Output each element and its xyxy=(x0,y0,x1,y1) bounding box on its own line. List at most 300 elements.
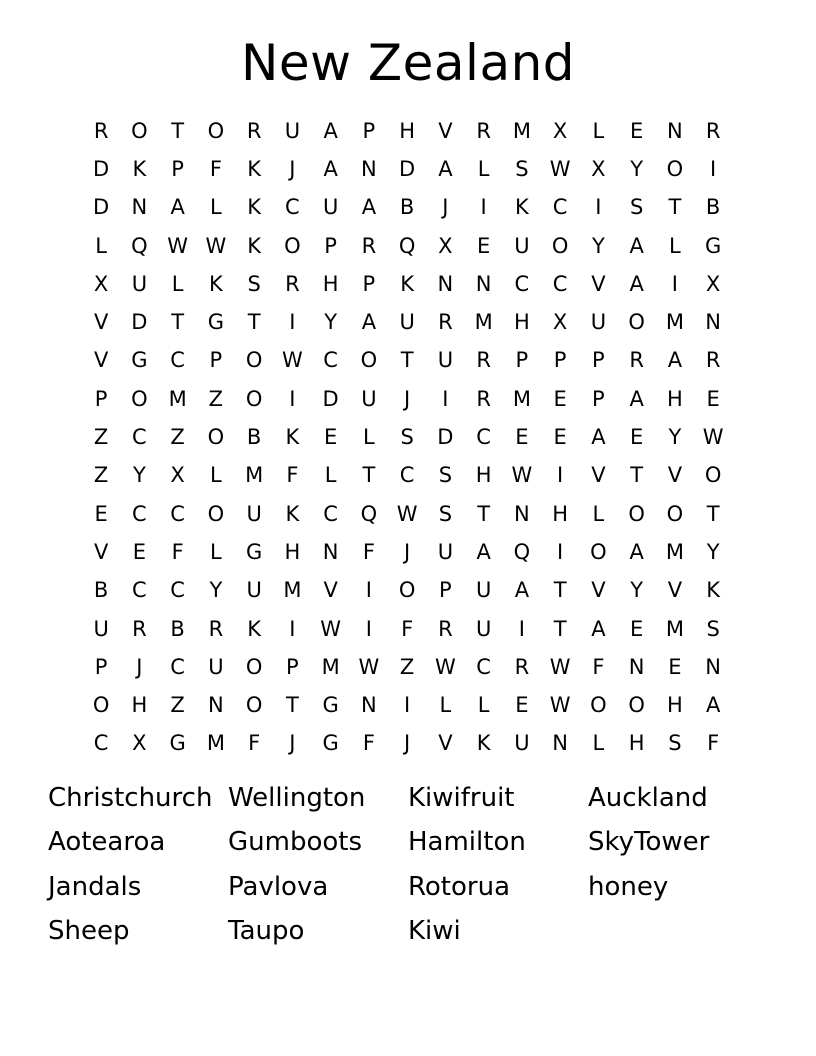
grid-letter: M xyxy=(474,310,493,335)
grid-letter: O xyxy=(704,463,722,488)
word-list-item: honey xyxy=(588,871,669,902)
grid-letter: A xyxy=(438,156,453,181)
grid-letter: U xyxy=(361,386,377,411)
grid-letter: O xyxy=(245,386,263,411)
grid-letter: N xyxy=(514,501,530,526)
grid-letter: H xyxy=(666,693,683,718)
grid-letter: T xyxy=(247,310,261,335)
word-list xyxy=(48,778,768,955)
grid-letter: N xyxy=(361,693,377,718)
grid-letter: Y xyxy=(591,233,605,258)
grid-letter: U xyxy=(131,271,148,296)
grid-letter: Z xyxy=(170,693,185,718)
word-list-item: Kiwi xyxy=(408,915,461,946)
grid-letter: I xyxy=(557,463,564,488)
grid-letter: K xyxy=(247,233,262,258)
grid-letter: L xyxy=(95,233,107,258)
grid-letter: E xyxy=(515,693,529,718)
grid-letter: L xyxy=(210,539,222,564)
grid-letter: E xyxy=(94,501,108,526)
grid-letter: N xyxy=(208,693,224,718)
grid-letter: R xyxy=(246,118,262,143)
grid-letter: L xyxy=(210,195,222,220)
grid-letter: F xyxy=(592,654,605,679)
grid-letter: Z xyxy=(208,386,224,411)
grid-letter: F xyxy=(362,539,375,564)
grid-letter: R xyxy=(476,118,491,143)
grid-letter: D xyxy=(322,386,339,411)
grid-letter: B xyxy=(705,195,721,220)
grid-letter: K xyxy=(208,271,223,296)
word-list-item: Taupo xyxy=(228,915,305,946)
grid-letter: R xyxy=(476,386,491,411)
grid-letter: T xyxy=(171,118,185,143)
grid-letter: E xyxy=(553,425,567,450)
grid-letter: H xyxy=(628,731,645,756)
grid-letter: G xyxy=(131,348,148,373)
grid-letter: C xyxy=(476,425,491,450)
grid-letter: K xyxy=(247,156,262,181)
grid-letter: V xyxy=(93,348,109,373)
grid-letter: E xyxy=(515,425,529,450)
grid-letter: A xyxy=(629,539,644,564)
grid-letter: P xyxy=(94,386,108,411)
word-list-item: Christchurch xyxy=(48,783,213,813)
grid-letter: M xyxy=(665,616,684,641)
grid-letter: E xyxy=(629,616,644,641)
grid-letter: O xyxy=(590,539,607,564)
grid-letter: F xyxy=(401,616,414,641)
word-list-item: Kiwifruit xyxy=(408,783,515,813)
grid-letter: X xyxy=(438,233,453,258)
grid-letter: D xyxy=(399,156,416,181)
grid-letter: E xyxy=(323,425,338,450)
grid-letter: N xyxy=(475,271,492,296)
word-list-item: Auckland xyxy=(588,783,708,813)
grid-letter: Y xyxy=(668,425,682,450)
grid-letter: L xyxy=(439,693,452,718)
grid-letter: X xyxy=(591,156,606,181)
grid-letter: T xyxy=(630,463,644,488)
word-list-item: Sheep xyxy=(48,915,130,946)
grid-letter: P xyxy=(94,654,108,679)
grid-letter: D xyxy=(437,425,454,450)
grid-letter: J xyxy=(442,195,449,220)
grid-letter: O xyxy=(207,501,225,526)
grid-letter: V xyxy=(667,463,683,488)
grid-letter: A xyxy=(323,156,338,181)
grid-letter: Q xyxy=(398,233,416,258)
grid-letter: V xyxy=(438,731,453,756)
grid-letter: Y xyxy=(209,578,223,603)
grid-letter: K xyxy=(706,578,721,603)
grid-letter: I xyxy=(289,616,296,641)
grid-letter: V xyxy=(323,578,338,603)
grid-letter: W xyxy=(358,654,380,679)
grid-letter: A xyxy=(591,616,606,641)
grid-letter: C xyxy=(552,195,568,220)
grid-letter: G xyxy=(322,731,339,756)
grid-letter: C xyxy=(93,731,109,756)
grid-letter: P xyxy=(362,118,376,143)
grid-letter: O xyxy=(245,654,263,679)
grid-letter: H xyxy=(399,118,416,143)
grid-letter: A xyxy=(514,578,530,603)
grid-letter: L xyxy=(324,463,337,488)
grid-letter: P xyxy=(286,654,299,679)
grid-letter: U xyxy=(590,310,607,335)
grid-letter: Z xyxy=(399,654,415,679)
grid-letter: J xyxy=(404,539,411,564)
grid-letter: C xyxy=(552,271,568,296)
grid-letter: T xyxy=(400,348,414,373)
word-list-item: Jandals xyxy=(48,871,142,902)
grid-letter: W xyxy=(320,616,341,641)
grid-letter: S xyxy=(706,616,720,641)
grid-letter: L xyxy=(210,463,222,488)
grid-letter: F xyxy=(362,731,375,756)
grid-letter: F xyxy=(171,539,184,564)
grid-letter: I xyxy=(557,539,564,564)
grid-letter: P xyxy=(592,348,605,373)
grid-letter: U xyxy=(514,731,530,756)
grid-letter: M xyxy=(321,654,340,679)
grid-letter: T xyxy=(668,195,682,220)
grid-letter: G xyxy=(245,539,263,564)
grid-letter: K xyxy=(285,425,300,450)
letter-grid xyxy=(82,112,732,763)
grid-letter: O xyxy=(245,348,263,373)
grid-letter: K xyxy=(247,195,262,220)
grid-letter: H xyxy=(284,539,301,564)
grid-letter: V xyxy=(591,463,606,488)
grid-letter: Y xyxy=(630,156,644,181)
grid-letter: Z xyxy=(93,425,109,450)
word-list-item: Wellington xyxy=(228,783,366,813)
grid-letter: W xyxy=(167,233,188,258)
grid-letter: S xyxy=(400,425,414,450)
grid-letter: U xyxy=(475,616,492,641)
grid-letter: R xyxy=(132,616,147,641)
grid-letter: F xyxy=(286,463,299,488)
grid-letter: I xyxy=(442,386,449,411)
word-list-item: Pavlova xyxy=(228,871,329,902)
grid-letter: K xyxy=(400,271,415,296)
grid-letter: O xyxy=(245,693,263,718)
grid-letter: W xyxy=(549,156,571,181)
grid-letter: I xyxy=(518,616,525,641)
grid-letter: D xyxy=(93,156,110,181)
grid-letter: A xyxy=(170,195,185,220)
grid-letter: L xyxy=(592,731,605,756)
word-list-item: Gumboots xyxy=(228,827,363,858)
grid-letter: G xyxy=(207,310,225,335)
grid-letter: G xyxy=(322,693,339,718)
grid-letter: L xyxy=(669,233,681,258)
grid-letter: C xyxy=(132,578,147,603)
grid-letter: U xyxy=(437,348,454,373)
grid-letter: A xyxy=(591,425,606,450)
grid-letter: O xyxy=(590,693,607,718)
grid-letter: O xyxy=(92,693,110,718)
grid-letter: O xyxy=(666,501,684,526)
grid-letter: R xyxy=(285,271,300,296)
grid-letter: K xyxy=(285,501,300,526)
grid-letter: E xyxy=(668,654,682,679)
word-list-item: Aotearoa xyxy=(48,827,166,858)
grid-letter: J xyxy=(289,156,296,181)
grid-letter: O xyxy=(628,501,645,526)
grid-letter: K xyxy=(476,731,491,756)
grid-letter: X xyxy=(93,271,109,296)
page-title: New Zealand xyxy=(240,34,576,92)
grid-letter: W xyxy=(549,693,571,718)
grid-letter: S xyxy=(438,463,453,488)
grid-letter: H xyxy=(666,386,683,411)
grid-letter: F xyxy=(707,731,720,756)
grid-letter: F xyxy=(209,156,222,181)
grid-letter: U xyxy=(93,616,109,641)
grid-letter: Q xyxy=(360,501,378,526)
grid-letter: P xyxy=(553,348,567,373)
grid-letter: I xyxy=(671,271,678,296)
grid-letter: N xyxy=(361,156,377,181)
grid-letter: H xyxy=(552,501,569,526)
grid-letter: I xyxy=(365,616,372,641)
grid-letter: H xyxy=(131,693,148,718)
grid-letter: H xyxy=(322,271,339,296)
grid-letter: W xyxy=(396,501,418,526)
grid-letter: I xyxy=(595,195,602,220)
grid-letter: N xyxy=(705,654,721,679)
grid-letter: I xyxy=(480,195,487,220)
grid-letter: B xyxy=(399,195,415,220)
grid-letter: V xyxy=(438,118,453,143)
grid-letter: C xyxy=(132,425,147,450)
grid-letter: U xyxy=(514,233,530,258)
grid-letter: C xyxy=(323,501,338,526)
grid-letter: I xyxy=(404,693,411,718)
grid-letter: E xyxy=(553,386,567,411)
grid-letter: X xyxy=(552,310,568,335)
grid-letter: C xyxy=(476,654,491,679)
grid-letter: U xyxy=(399,310,415,335)
grid-letter: W xyxy=(281,348,303,373)
grid-letter: T xyxy=(553,616,567,641)
grid-letter: J xyxy=(404,386,411,411)
grid-letter: C xyxy=(170,578,185,603)
grid-letter: P xyxy=(439,578,452,603)
grid-letter: O xyxy=(131,118,148,143)
grid-letter: I xyxy=(289,310,296,335)
grid-letter: C xyxy=(132,501,147,526)
grid-letter: V xyxy=(93,310,109,335)
grid-letter: R xyxy=(705,348,721,373)
grid-letter: E xyxy=(132,539,147,564)
grid-letter: A xyxy=(705,693,721,718)
grid-letter: H xyxy=(475,463,492,488)
grid-letter: U xyxy=(322,195,339,220)
grid-letter: P xyxy=(324,233,337,258)
grid-letter: L xyxy=(477,156,490,181)
grid-letter: Y xyxy=(132,463,146,488)
grid-letter: L xyxy=(477,693,490,718)
grid-letter: T xyxy=(477,501,491,526)
grid-letter: U xyxy=(437,539,454,564)
grid-letter: Y xyxy=(630,578,644,603)
grid-letter: O xyxy=(628,693,645,718)
grid-letter: Z xyxy=(93,463,109,488)
grid-letter: N xyxy=(705,310,721,335)
grid-letter: U xyxy=(284,118,301,143)
grid-letter: C xyxy=(170,501,185,526)
grid-letter: T xyxy=(171,310,185,335)
grid-letter: A xyxy=(629,386,644,411)
grid-letter: A xyxy=(629,233,644,258)
grid-letter: R xyxy=(93,118,109,143)
grid-letter: F xyxy=(248,731,261,756)
grid-letter: E xyxy=(476,233,491,258)
grid-letter: P xyxy=(209,348,223,373)
grid-letter: K xyxy=(247,616,262,641)
grid-letter: X xyxy=(552,118,568,143)
grid-letter: X xyxy=(170,463,185,488)
grid-letter: U xyxy=(246,578,262,603)
grid-letter: E xyxy=(629,425,644,450)
grid-letter: Z xyxy=(170,425,185,450)
grid-letter: P xyxy=(362,271,376,296)
grid-letter: T xyxy=(553,578,567,603)
grid-letter: R xyxy=(629,348,644,373)
grid-letter: L xyxy=(592,118,605,143)
grid-letter: W xyxy=(205,233,227,258)
grid-letter: J xyxy=(404,731,411,756)
grid-letter: Q xyxy=(513,539,531,564)
grid-letter: Y xyxy=(324,310,338,335)
word-list-item: SkyTower xyxy=(588,827,710,858)
grid-letter: V xyxy=(591,271,606,296)
grid-letter: Q xyxy=(131,233,148,258)
grid-letter: O xyxy=(628,310,645,335)
grid-letter: R xyxy=(705,118,721,143)
grid-letter: O xyxy=(551,233,569,258)
grid-letter: M xyxy=(665,310,684,335)
grid-letter: U xyxy=(208,654,224,679)
grid-letter: R xyxy=(438,310,453,335)
grid-letter: M xyxy=(283,578,302,603)
grid-letter: M xyxy=(168,386,187,411)
grid-letter: A xyxy=(323,118,338,143)
grid-letter: N xyxy=(322,539,339,564)
grid-letter: B xyxy=(93,578,109,603)
grid-letter: L xyxy=(592,501,605,526)
grid-letter: V xyxy=(667,578,683,603)
grid-letter: S xyxy=(515,156,529,181)
grid-letter: C xyxy=(514,271,530,296)
grid-letter: R xyxy=(514,654,530,679)
grid-letter: R xyxy=(438,616,453,641)
grid-letter: D xyxy=(93,195,110,220)
grid-letter: P xyxy=(592,386,605,411)
grid-letter: W xyxy=(511,463,533,488)
grid-letter: C xyxy=(323,348,338,373)
grid-letter: K xyxy=(514,195,529,220)
grid-letter: C xyxy=(170,654,185,679)
grid-letter: S xyxy=(629,195,644,220)
grid-letter: P xyxy=(171,156,184,181)
grid-letter: P xyxy=(515,348,529,373)
grid-letter: S xyxy=(438,501,453,526)
grid-letter: O xyxy=(131,386,148,411)
grid-letter: U xyxy=(475,578,492,603)
grid-letter: S xyxy=(668,731,682,756)
grid-letter: A xyxy=(476,539,491,564)
grid-letter: E xyxy=(629,118,644,143)
grid-letter: X xyxy=(705,271,721,296)
grid-letter: A xyxy=(361,310,377,335)
grid-letter: D xyxy=(131,310,148,335)
grid-letter: A xyxy=(667,348,683,373)
grid-letter: M xyxy=(665,539,684,564)
grid-letter: O xyxy=(284,233,301,258)
grid-letter: W xyxy=(549,654,571,679)
grid-letter: A xyxy=(629,271,644,296)
grid-letter: O xyxy=(666,156,684,181)
grid-letter: M xyxy=(512,118,531,143)
grid-letter: B xyxy=(246,425,262,450)
grid-letter: W xyxy=(702,425,724,450)
grid-letter: I xyxy=(710,156,717,181)
grid-letter: A xyxy=(361,195,377,220)
grid-letter: O xyxy=(207,118,225,143)
grid-letter: R xyxy=(361,233,377,258)
grid-letter: T xyxy=(362,463,376,488)
grid-letter: G xyxy=(169,731,186,756)
grid-letter: J xyxy=(289,731,296,756)
grid-letter: E xyxy=(706,386,720,411)
grid-letter: L xyxy=(171,271,184,296)
grid-letter: B xyxy=(170,616,185,641)
grid-letter: C xyxy=(399,463,415,488)
grid-letter: S xyxy=(247,271,261,296)
grid-letter: R xyxy=(476,348,491,373)
grid-letter: O xyxy=(360,348,378,373)
grid-letter: V xyxy=(591,578,606,603)
grid-letter: H xyxy=(513,310,530,335)
grid-letter: M xyxy=(512,386,531,411)
grid-letter: N xyxy=(628,654,645,679)
grid-letter: N xyxy=(437,271,454,296)
grid-letter: T xyxy=(285,693,299,718)
grid-letter: N xyxy=(131,195,148,220)
word-list-item: Hamilton xyxy=(408,827,526,858)
grid-letter: K xyxy=(132,156,147,181)
grid-letter: W xyxy=(434,654,456,679)
grid-letter: L xyxy=(363,425,375,450)
grid-letter: U xyxy=(246,501,262,526)
grid-letter: X xyxy=(132,731,147,756)
grid-letter: N xyxy=(552,731,568,756)
grid-letter: M xyxy=(245,463,264,488)
grid-letter: O xyxy=(398,578,416,603)
grid-letter: I xyxy=(289,386,296,411)
grid-letter: R xyxy=(208,616,224,641)
grid-letter: N xyxy=(667,118,683,143)
grid-letter: I xyxy=(365,578,372,603)
grid-letter: J xyxy=(136,654,143,679)
grid-letter: O xyxy=(207,425,225,450)
grid-letter: M xyxy=(206,731,225,756)
